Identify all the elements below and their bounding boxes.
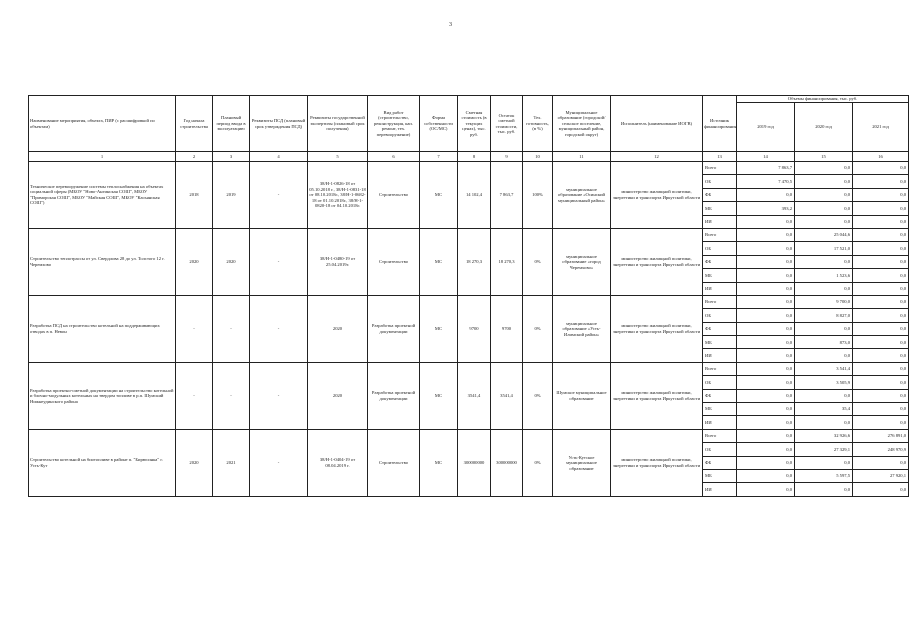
row-psd: - xyxy=(250,362,308,429)
funding-value-y2021: 0,0 xyxy=(853,309,909,322)
funding-value-y2019: 0,0 xyxy=(737,376,795,389)
row-name: Разработка проектно-сметной документации на строительство котельной и блочно-модульных котельных на твердом топливе в р.п. Шумский Нижнеудинского района xyxy=(29,362,176,429)
header-executor: Исполнитель (наименование ИОГВ) xyxy=(611,96,703,152)
row-cost: 14 102,4 xyxy=(458,162,491,229)
row-work-type: Строительство xyxy=(368,429,420,496)
funding-source: ФБ xyxy=(703,255,737,268)
row-name: Строительство теплотрассы от ул. Свердлова 28 до ул. Толстого 12 г. Черемхово xyxy=(29,228,176,295)
funding-value-y2021: 0,0 xyxy=(853,202,909,215)
header-2021: 2021 год xyxy=(853,103,909,152)
header-cost: Сметная стоимость (в текущих ценах), тыс. руб. xyxy=(458,96,491,152)
table-row xyxy=(29,162,909,175)
row-remaining: 300000000 xyxy=(491,429,523,496)
funding-value-y2020: 25 044,6 xyxy=(795,228,853,241)
funding-value-y2019: 0,0 xyxy=(737,322,795,335)
column-number: 11 xyxy=(553,152,611,162)
header-2019: 2019 год xyxy=(737,103,795,152)
row-readiness: 100% xyxy=(523,162,553,229)
column-number: 16 xyxy=(853,152,909,162)
row-readiness: 0% xyxy=(523,362,553,429)
column-number: 8 xyxy=(458,152,491,162)
row-psd: - xyxy=(250,295,308,362)
funding-value-y2020: 17 521,0 xyxy=(795,242,853,255)
header-name: Наименование мероприятия, объекта, ПИР (с расшифровкой по объектам) xyxy=(29,96,176,152)
row-executor: министерство жилищной политики, энергетики и транспорта Иркутской области xyxy=(611,429,703,496)
funding-value-y2021: 0,0 xyxy=(853,403,909,416)
funding-value-y2020: 3 505,9 xyxy=(795,376,853,389)
funding-value-y2019: 0,0 xyxy=(737,483,795,496)
funding-value-y2019: 0,0 xyxy=(737,282,795,295)
funding-value-y2019: 0,0 xyxy=(737,255,795,268)
funding-value-y2019: 0,0 xyxy=(737,403,795,416)
funding-source: ИИ xyxy=(703,215,737,228)
row-municipality: муниципальное образование «Осинский муниципальный район» xyxy=(553,162,611,229)
row-cost: 3541,4 xyxy=(458,362,491,429)
row-readiness: 0% xyxy=(523,295,553,362)
funding-value-y2019: 0,0 xyxy=(737,429,795,442)
funding-value-y2021: 0,0 xyxy=(853,389,909,402)
funding-source: МБ xyxy=(703,269,737,282)
header-2020: 2020 год xyxy=(795,103,853,152)
funding-value-y2020: 0,0 xyxy=(795,162,853,175)
funding-source: ИИ xyxy=(703,483,737,496)
column-number: 15 xyxy=(795,152,853,162)
row-ownership: МС xyxy=(420,362,458,429)
funding-value-y2019: 7 470,5 xyxy=(737,175,795,188)
funding-source: ИИ xyxy=(703,349,737,362)
row-work-type: Разработка проектной документации xyxy=(368,362,420,429)
row-psd: - xyxy=(250,429,308,496)
funding-value-y2021: 0,0 xyxy=(853,215,909,228)
funding-value-y2021: 0,0 xyxy=(853,336,909,349)
column-number: 14 xyxy=(737,152,795,162)
funding-value-y2021: 0,0 xyxy=(853,362,909,375)
funding-value-y2020: 32 926,6 xyxy=(795,429,853,442)
column-number: 3 xyxy=(213,152,250,162)
row-expertise: 38/Н-1-0826-18 от 05.10.2018 г., 38/Н-1-0831-18 от 08.10.2018г., 38/Н-1-0682-18 от 01.10.2018г., 38/Н-1-0820-18 от 04.10.2018г. xyxy=(308,162,368,229)
header-source: Источник финансирования xyxy=(703,96,737,152)
funding-value-y2019: 0,0 xyxy=(737,416,795,429)
funding-source: ФБ xyxy=(703,322,737,335)
funding-value-y2019: 0,0 xyxy=(737,215,795,228)
table-row xyxy=(29,362,909,375)
funding-value-y2019: 0,0 xyxy=(737,469,795,482)
row-start-year: - xyxy=(176,295,213,362)
funding-source: Всего xyxy=(703,228,737,241)
row-ownership: МС xyxy=(420,228,458,295)
row-name: Техническое перевооружение системы теплоснабжения на объектах социальной сферы (МБОУ "Ново-Ангинская СОШ", МБОУ "Приморская СОШ", МБОУ "Майская СОШ", МБОУ "Касьянская СОШ") xyxy=(29,162,176,229)
funding-value-y2021: 0,0 xyxy=(853,456,909,469)
funding-value-y2019: 0,0 xyxy=(737,362,795,375)
column-number: 6 xyxy=(368,152,420,162)
row-start-year: 2020 xyxy=(176,429,213,496)
funding-value-y2020: 0,0 xyxy=(795,483,853,496)
row-commission: 2020 xyxy=(213,228,250,295)
funding-value-y2019: 0,0 xyxy=(737,295,795,308)
funding-source: МБ xyxy=(703,403,737,416)
header-work-type: Вид работ (строительство, реконструкция, кап. ремонт, тех. перевооружение) xyxy=(368,96,420,152)
funding-value-y2020: 0,0 xyxy=(795,322,853,335)
row-executor: министерство жилищной политики, энергетики и транспорта Иркутской области xyxy=(611,295,703,362)
row-expertise: 2020 xyxy=(308,362,368,429)
row-municipality: Шумское муниципальное образование xyxy=(553,362,611,429)
funding-source: Всего xyxy=(703,429,737,442)
funding-source: ОБ xyxy=(703,443,737,456)
funding-source: ОБ xyxy=(703,309,737,322)
row-psd: - xyxy=(250,228,308,295)
page-number: 3 xyxy=(449,22,452,28)
row-work-type: Разработка проектной документации xyxy=(368,295,420,362)
funding-value-y2019: 0,0 xyxy=(737,389,795,402)
funding-value-y2019: 0,0 xyxy=(737,349,795,362)
header-funding-group: Объемы финансирования, тыс. руб. xyxy=(737,96,909,103)
funding-value-y2020: 0,0 xyxy=(795,282,853,295)
column-number: 2 xyxy=(176,152,213,162)
funding-source: ОБ xyxy=(703,175,737,188)
row-executor: министерство жилищной политики, энергетики и транспорта Иркутской области xyxy=(611,162,703,229)
funding-value-y2020: 35,4 xyxy=(795,403,853,416)
funding-value-y2021: 27 920,1 xyxy=(853,469,909,482)
funding-value-y2020: 0,0 xyxy=(795,188,853,201)
header-start-year: Год начала строительства xyxy=(176,96,213,152)
funding-value-y2019: 0,0 xyxy=(737,456,795,469)
funding-value-y2020: 0,0 xyxy=(795,349,853,362)
header-remaining: Остаток сметной стоимости, тыс. руб. xyxy=(491,96,523,152)
funding-value-y2020: 5 597,5 xyxy=(795,469,853,482)
funding-value-y2019: 0,0 xyxy=(737,228,795,241)
funding-value-y2021: 0,0 xyxy=(853,269,909,282)
funding-value-y2020: 0,0 xyxy=(795,215,853,228)
funding-value-y2020: 8 827,0 xyxy=(795,309,853,322)
header-ownership: Форма собственности (ОС/МС) xyxy=(420,96,458,152)
funding-value-y2021: 0,0 xyxy=(853,322,909,335)
funding-value-y2021: 0,0 xyxy=(853,255,909,268)
row-cost: 18 270,3 xyxy=(458,228,491,295)
funding-value-y2020: 0,0 xyxy=(795,175,853,188)
row-start-year: 2020 xyxy=(176,228,213,295)
funding-value-y2019: 0,0 xyxy=(737,269,795,282)
funding-value-y2019: 0,0 xyxy=(737,309,795,322)
row-ownership: МС xyxy=(420,162,458,229)
funding-value-y2020: 3 541,4 xyxy=(795,362,853,375)
funding-value-y2020: 0,0 xyxy=(795,456,853,469)
funding-source: МБ xyxy=(703,336,737,349)
funding-value-y2020: 27 329,1 xyxy=(795,443,853,456)
funding-source: ФБ xyxy=(703,456,737,469)
funding-source: ОБ xyxy=(703,376,737,389)
row-municipality: муниципальное образование «город Черемхово» xyxy=(553,228,611,295)
column-number: 1 xyxy=(29,152,176,162)
funding-value-y2021: 0,0 xyxy=(853,228,909,241)
row-ownership: МС xyxy=(420,295,458,362)
header-readiness: Тех. готовность, (в %) xyxy=(523,96,553,152)
funding-source: МБ xyxy=(703,469,737,482)
funding-source: ИИ xyxy=(703,416,737,429)
row-ownership: МС xyxy=(420,429,458,496)
funding-value-y2021: 0,0 xyxy=(853,242,909,255)
row-readiness: 0% xyxy=(523,429,553,496)
column-number: 12 xyxy=(611,152,703,162)
funding-source: ФБ xyxy=(703,188,737,201)
row-start-year: 2018 xyxy=(176,162,213,229)
row-psd: - xyxy=(250,162,308,229)
table-row xyxy=(29,429,909,442)
funding-value-y2020: 0,0 xyxy=(795,389,853,402)
funding-value-y2021: 248 970,9 xyxy=(853,443,909,456)
row-readiness: 0% xyxy=(523,228,553,295)
row-cost: 300000000 xyxy=(458,429,491,496)
row-commission: 2021 xyxy=(213,429,250,496)
column-number-row xyxy=(29,152,909,162)
funding-value-y2019: 0,0 xyxy=(737,242,795,255)
funding-value-y2019: 0,0 xyxy=(737,443,795,456)
funding-value-y2021: 276 891,0 xyxy=(853,429,909,442)
row-work-type: Строительство xyxy=(368,162,420,229)
row-name: Разработка ПСД на строительство котельной на поддерживающих отводах в п. Невон xyxy=(29,295,176,362)
header-expertise: Реквизиты государственной экспертизы (плановый срок получения) xyxy=(308,96,368,152)
funding-value-y2021: 0,0 xyxy=(853,376,909,389)
column-number: 10 xyxy=(523,152,553,162)
funding-source: МБ xyxy=(703,202,737,215)
funding-value-y2020: 9 700,0 xyxy=(795,295,853,308)
table-row xyxy=(29,295,909,308)
funding-source: ОБ xyxy=(703,242,737,255)
column-number: 7 xyxy=(420,152,458,162)
funding-value-y2021: 0,0 xyxy=(853,282,909,295)
row-executor: министерство жилищной политики, энергетики и транспорта Иркутской области xyxy=(611,228,703,295)
funding-source: Всего xyxy=(703,162,737,175)
funding-value-y2020: 0,0 xyxy=(795,202,853,215)
funding-value-y2019: 393,2 xyxy=(737,202,795,215)
row-commission: 2019 xyxy=(213,162,250,229)
header-psd: Реквизиты ПСД (плановый срок утверждения ПСД) xyxy=(250,96,308,152)
funding-value-y2020: 0,0 xyxy=(795,416,853,429)
funding-source: ИИ xyxy=(703,282,737,295)
row-remaining: 7 863,7 xyxy=(491,162,523,229)
funding-value-y2019: 0,0 xyxy=(737,336,795,349)
row-remaining: 3541,4 xyxy=(491,362,523,429)
funding-value-y2019: 0,0 xyxy=(737,188,795,201)
funding-value-y2020: 1 523,6 xyxy=(795,269,853,282)
row-remaining: 18 270,3 xyxy=(491,228,523,295)
funding-value-y2021: 0,0 xyxy=(853,188,909,201)
funding-value-y2021: 0,0 xyxy=(853,416,909,429)
table-row xyxy=(29,228,909,241)
funding-source: Всего xyxy=(703,362,737,375)
header-commission: Плановый период ввода в эксплуатацию xyxy=(213,96,250,152)
funding-value-y2021: 0,0 xyxy=(853,295,909,308)
funding-source: Всего xyxy=(703,295,737,308)
row-expertise: 38/Н-1-0404-19 от 08.04.2019 г. xyxy=(308,429,368,496)
column-number: 5 xyxy=(308,152,368,162)
column-number: 4 xyxy=(250,152,308,162)
row-remaining: 9700 xyxy=(491,295,523,362)
funding-value-y2020: 0,0 xyxy=(795,255,853,268)
funding-value-y2019: 7 863,7 xyxy=(737,162,795,175)
row-work-type: Строительство xyxy=(368,228,420,295)
funding-value-y2021: 0,0 xyxy=(853,175,909,188)
row-commission: - xyxy=(213,362,250,429)
row-municipality: Усть-Кутское муниципальное образование xyxy=(553,429,611,496)
header-municipality: Муниципальное образование (городской/сельское поселение, муниципальный район, городской округ) xyxy=(553,96,611,152)
funding-source: ФБ xyxy=(703,389,737,402)
funding-value-y2021: 0,0 xyxy=(853,349,909,362)
investment-program-table xyxy=(28,95,909,497)
funding-value-y2020: 873,0 xyxy=(795,336,853,349)
header-row xyxy=(29,96,909,103)
funding-value-y2021: 0,0 xyxy=(853,483,909,496)
row-expertise: 38/Н-1-0480-19 от 25.04.2019г. xyxy=(308,228,368,295)
row-cost: 9700 xyxy=(458,295,491,362)
row-municipality: муниципальное образование «Усть-Илимский район» xyxy=(553,295,611,362)
row-expertise: 2020 xyxy=(308,295,368,362)
funding-value-y2021: 0,0 xyxy=(853,162,909,175)
row-executor: министерство жилищной политики, энергетики и транспорта Иркутской области xyxy=(611,362,703,429)
row-commission: - xyxy=(213,295,250,362)
row-name: Строительство котельной на биотопливе в районе п. "Бирюсинка" г. Усть-Кут xyxy=(29,429,176,496)
column-number: 13 xyxy=(703,152,737,162)
column-number: 9 xyxy=(491,152,523,162)
row-start-year: - xyxy=(176,362,213,429)
